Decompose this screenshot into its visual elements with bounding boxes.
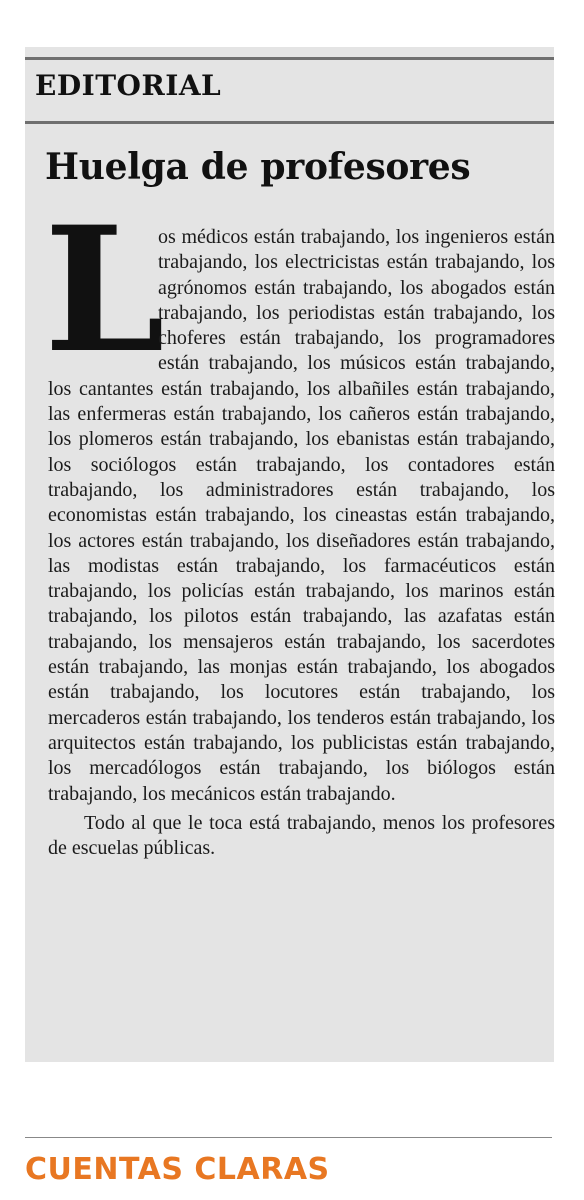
article-title: Huelga de profesores [45, 146, 471, 188]
editorial-box [25, 47, 554, 1062]
paragraph-2: Todo al que le toca está trabajando, menos los profesores de escuelas públicas. [48, 811, 555, 860]
footer-divider [25, 1137, 552, 1138]
section-label: EDITORIAL [35, 69, 222, 102]
article-body [44, 188, 555, 861]
top-divider [25, 57, 554, 60]
section-divider [25, 121, 554, 124]
next-section-title: CUENTAS CLARAS [25, 1152, 330, 1187]
drop-cap: L [44, 188, 165, 391]
paragraph-1: os médicos están trabajando, los ingenieros están trabajando, los electricistas están trabajando, los agrónomos están trabajando, los abogados están trabajando, los periodistas están trabajando, los choferes están trabajando, los programadores están trabajando, los músicos están trabajando, los cantantes están trabajando, los albañiles están trabajando, las enfermeras están trabajando, los cañeros están trabajando, los plomeros están trabajando, los ebanistas están trabajando, los sociólogos están trabajando, los contadores están trabajando, los administradores están trabajando, los economistas están trabajando, los cineastas están trabajando, los actores están trabajando, los diseñadores están trabajando, las modistas están trabajando, los farmacéuticos están trabajando, los policías están trabajando, los marinos están trabajando, los pilotos están trabajando, las azafatas están trabajando, los mensajeros están trabajando, los sacerdotes están trabajando, las monjas están trabajando, los abogados están trabajando, los locutores están trabajando, los mercaderos están trabajando, los tenderos están trabajando, los arquitectos están trabajando, los publicistas están trabajando, los mercadólogos están trabajando, los biólogos están trabajando, los mecánicos están trabajando. [48, 226, 555, 805]
